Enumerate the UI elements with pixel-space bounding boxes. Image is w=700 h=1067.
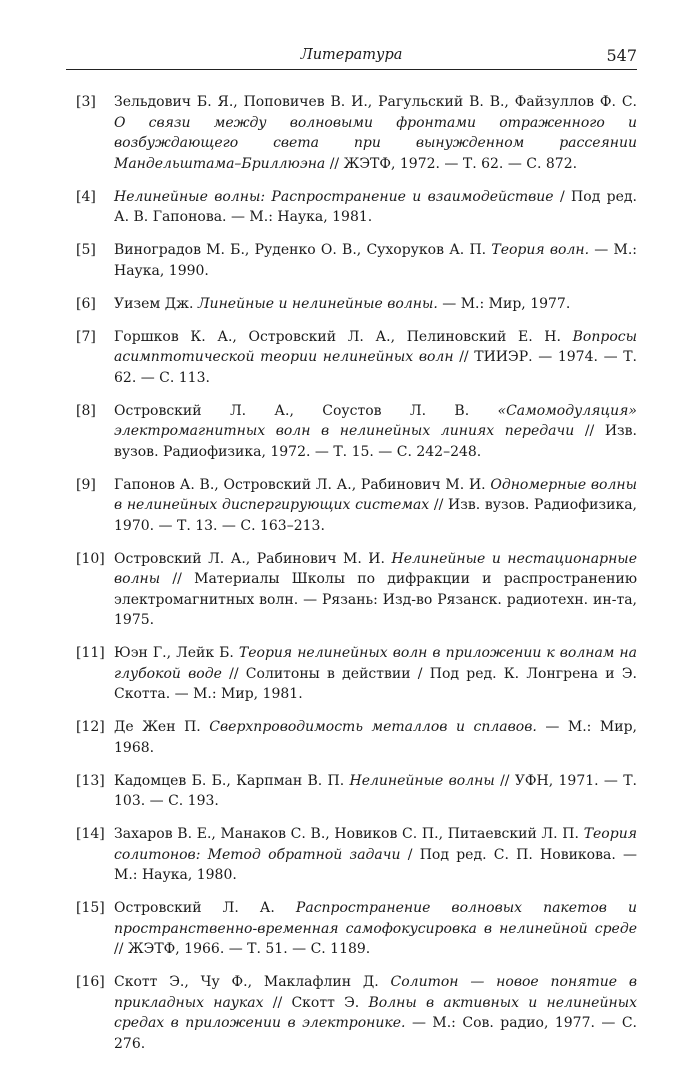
reference-authors: Виноградов М. Б., Руденко О. В., Сухоруков А. П. — [114, 242, 487, 258]
reference-title: Распространение волновых пакетов и пространственно-временная самофокусировка в нелинейной среде — [114, 900, 637, 937]
reference-number: [5] — [76, 242, 96, 258]
reference-authors: Юэн Г., Лейк Б. — [114, 645, 234, 661]
reference-title: «Самомодуляция» электромагнитных волн в нелинейных линиях передачи — [114, 402, 637, 439]
reference-text — [114, 898, 637, 960]
reference-item — [76, 92, 637, 174]
reference-title: Теория волн. — [491, 242, 590, 258]
reference-list — [76, 92, 637, 1067]
reference-source-secondary: — М.: Сов. радио, 1977. — С. 276. — [114, 1015, 638, 1052]
reference-authors: Зельдович Б. Я., Поповичев В. И., Рагульский В. В., Файзуллов Ф. С. — [114, 94, 637, 110]
reference-text — [114, 92, 637, 174]
reference-authors: Гапонов А. В., Островский Л. А., Рабинович М. И. — [114, 476, 486, 493]
running-title: Литература — [300, 47, 403, 63]
reference-title: Вопросы асимптотической теории нелинейных волн — [114, 328, 638, 365]
reference-authors: Островский Л. А., Рабинович М. И. — [114, 550, 385, 567]
reference-text — [114, 401, 637, 463]
reference-authors: Скотт Э., Чу Ф., Маклафлин Д. — [114, 974, 379, 990]
reference-item — [76, 643, 637, 705]
reference-source: — М.: Наука, 1990. — [114, 242, 638, 279]
page-number: 547 — [606, 46, 637, 65]
reference-number: [12] — [76, 719, 105, 735]
reference-number: [16] — [76, 974, 105, 990]
reference-item — [76, 898, 637, 960]
reference-number: [15] — [76, 900, 105, 916]
reference-number: [8] — [76, 402, 96, 419]
reference-source: — М.: Мир, 1977. — [442, 295, 571, 312]
reference-source: — М.: Мир, 1968. — [114, 719, 638, 756]
reference-authors: Захаров В. Е., Манаков С. В., Новиков С. П., Питаевский Л. П. — [114, 826, 579, 842]
reference-item — [76, 240, 637, 281]
reference-title: Нелинейные волны: Распространение и взаимодействие — [114, 188, 554, 205]
reference-item — [76, 549, 637, 631]
reference-text — [114, 824, 637, 886]
reference-item — [76, 771, 637, 812]
reference-item — [76, 294, 637, 315]
reference-text — [114, 475, 637, 537]
reference-authors: Островский Л. А. — [114, 900, 275, 916]
reference-authors: Де Жен П. — [114, 719, 201, 735]
reference-title: Солитон — новое понятие в прикладных науках — [114, 974, 637, 1011]
reference-source: // Материалы Школы по дифракции и распространению электромагнитных волн. — Рязань: Изд-во Рязанск. радиотехн. ин-та, 1975. — [114, 571, 638, 628]
reference-item — [76, 717, 637, 758]
reference-number: [7] — [76, 328, 96, 345]
reference-item — [76, 972, 637, 1054]
reference-source: // Изв. вузов. Радиофизика, 1970. — Т. 13. — С. 163–213. — [114, 497, 637, 534]
reference-text — [114, 771, 637, 812]
reference-source: // Скотт Э. — [272, 994, 360, 1011]
reference-source: // ЖЭТФ, 1972. — Т. 62. — С. 872. — [329, 155, 578, 172]
reference-source: // Изв. вузов. Радиофизика, 1972. — Т. 15. — С. 242–248. — [114, 423, 638, 460]
reference-number: [3] — [76, 94, 96, 110]
reference-number: [9] — [76, 476, 96, 493]
reference-number: [13] — [76, 772, 105, 789]
reference-title: Теория солитонов: Метод обратной задачи — [114, 826, 637, 863]
reference-source: // Солитоны в действии / Под ред. К. Лонгрена и Э. Скотта. — М.: Мир, 1981. — [114, 665, 638, 702]
reference-text — [114, 643, 637, 705]
reference-number: [14] — [76, 826, 105, 842]
reference-item — [76, 824, 637, 886]
reference-title: Линейные и нелинейные волны. — [197, 295, 438, 312]
reference-text — [114, 972, 637, 1054]
reference-number: [4] — [76, 188, 96, 205]
reference-title: О связи между волновыми фронтами отраженного и возбуждающего света при вынужденном рассеянии Мандельштама–Бриллюэна — [114, 114, 637, 172]
reference-source: / Под ред. А. В. Гапонова. — М.: Наука, 1981. — [114, 188, 638, 225]
reference-item — [76, 327, 637, 389]
reference-text — [114, 549, 637, 631]
reference-authors: Горшков К. А., Островский Л. А., Пелиновский Е. Н. — [114, 328, 561, 345]
reference-number: [6] — [76, 295, 96, 312]
reference-title: Теория нелинейных волн в приложении к волнам на глубокой воде — [114, 645, 637, 682]
reference-title: Нелинейные волны — [349, 772, 495, 789]
reference-authors: Островский Л. А., Соустов Л. В. — [114, 402, 470, 419]
reference-number: [11] — [76, 645, 105, 661]
reference-source: // ЖЭТФ, 1966. — Т. 51. — С. 1189. — [114, 941, 371, 957]
reference-text — [114, 294, 637, 315]
reference-number: [10] — [76, 550, 105, 567]
reference-title-secondary: Волны в активных и нелинейных средах в приложении в электронике. — [114, 994, 638, 1031]
reference-text — [114, 717, 637, 758]
reference-title: Сверхпроводимость металлов и сплавов. — [209, 719, 537, 735]
reference-title: Одномерные волны в нелинейных диспергирующих системах — [114, 476, 637, 513]
reference-item — [76, 187, 637, 228]
reference-source: // ТИИЭР. — 1974. — Т. 62. — С. 113. — [114, 349, 637, 386]
reference-authors: Кадомцев Б. Б., Карпман В. П. — [114, 772, 345, 789]
reference-source: / Под ред. С. П. Новикова. — М.: Наука, 1980. — [114, 846, 638, 883]
reference-source: // УФН, 1971. — Т. 103. — С. 193. — [114, 772, 637, 809]
reference-text — [114, 327, 637, 389]
reference-item — [76, 475, 637, 537]
header-divider — [66, 69, 637, 70]
reference-text — [114, 240, 637, 281]
reference-authors: Уизем Дж. — [114, 295, 194, 312]
reference-text — [114, 187, 637, 228]
page-header — [66, 46, 637, 70]
reference-item — [76, 401, 637, 463]
reference-title: Нелинейные и нестационарные волны — [114, 550, 637, 587]
